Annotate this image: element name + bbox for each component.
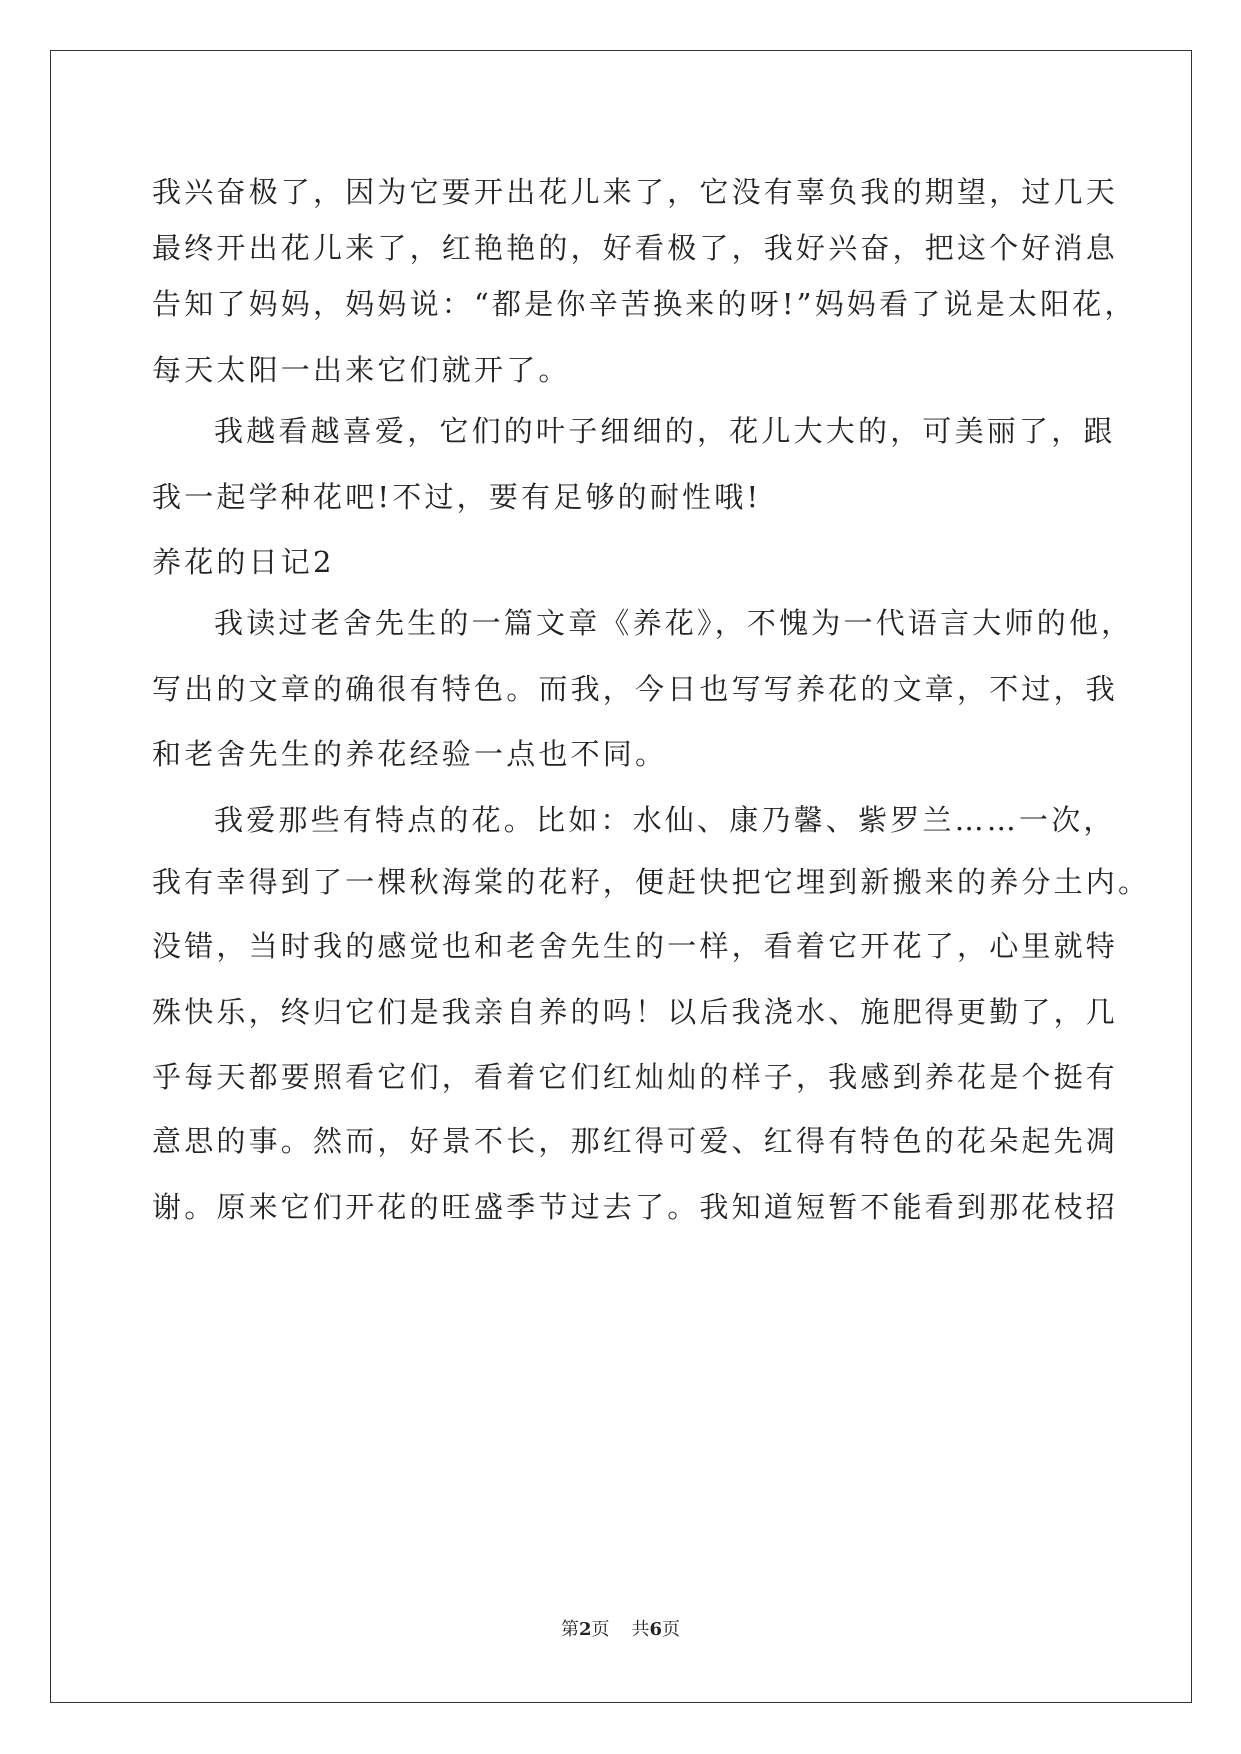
text-line: 我爱那些有特点的花。比如：水仙、康乃馨、紫罗兰……一次，: [214, 803, 1116, 837]
text-line: 殊快乐，终归它们是我亲自养的吗！以后我浇水、施肥得更勤了，几: [152, 995, 1119, 1029]
page-footer: [0, 1618, 1241, 1642]
text-line: 告知了妈妈，妈妈说：“都是你辛苦换来的呀!”妈妈看了说是太阳花，: [152, 287, 1137, 321]
text-line: 写出的文章的确很有特色。而我，今日也写写养花的文章，不过，我: [152, 672, 1119, 706]
text-line: 我越看越喜爱，它们的叶子细细的，花儿大大的，可美丽了，跟: [214, 414, 1116, 448]
page-total: 6: [649, 1619, 663, 1640]
text-line: 每天太阳一出来它们就开了。: [152, 353, 571, 387]
text-line: 乎每天都要照看它们，看着它们红灿灿的样子，我感到养花是个挺有: [152, 1060, 1119, 1094]
section-heading: 养花的日记2: [152, 545, 335, 579]
text-line: 意思的事。然而，好景不长，那红得可爱、红得有特色的花朵起先凋: [152, 1124, 1119, 1158]
text-line: 没错，当时我的感觉也和老舍先生的一样，看着它开花了，心里就特: [152, 929, 1119, 963]
text-line: 我读过老舍先生的一篇文章《养花》，不愧为一代语言大师的他，: [214, 606, 1134, 640]
text-line: 我有幸得到了一棵秋海棠的花籽，便赶快把它埋到新搬来的养分土内。: [152, 865, 1151, 899]
text-line: 最终开出花儿来了，红艳艳的，好看极了，我好兴奋，把这个好消息: [152, 231, 1119, 265]
text-line: 我兴奋极了，因为它要开出花儿来了，它没有辜负我的期望，过几天: [152, 175, 1119, 209]
text-line: 谢。原来它们开花的旺盛季节过去了。我知道短暂不能看到那花枝招: [152, 1190, 1119, 1224]
page-suffix: 页: [591, 1619, 610, 1640]
total-suffix: 页: [662, 1619, 681, 1640]
text-line: 我一起学种花吧!不过，要有足够的耐性哦!: [152, 480, 762, 514]
page-prefix: 第: [560, 1619, 579, 1640]
total-prefix: 共: [631, 1619, 650, 1640]
page-number: 2: [578, 1619, 592, 1640]
text-line: 和老舍先生的养花经验一点也不同。: [152, 737, 668, 771]
